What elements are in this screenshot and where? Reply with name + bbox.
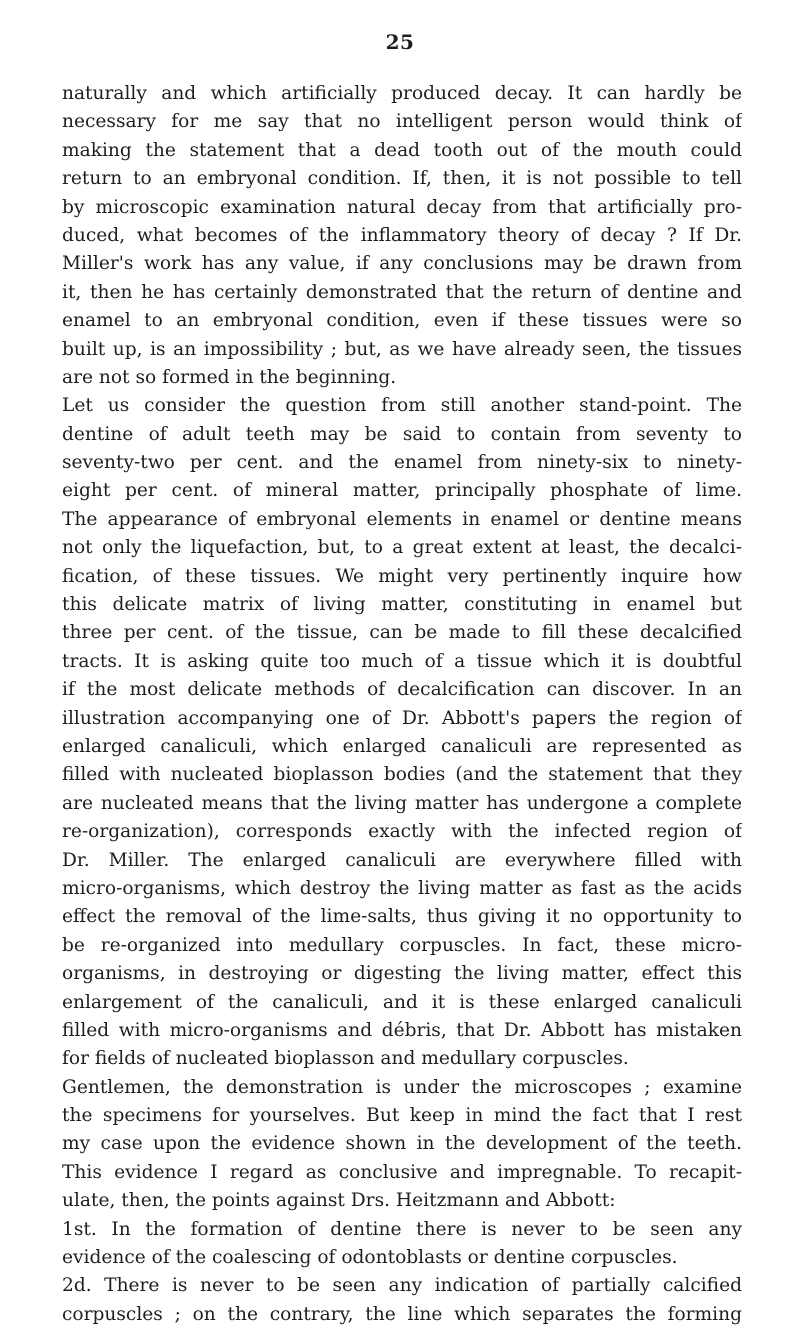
text-line: are not so formed in the beginning. <box>62 366 397 388</box>
text-line: Gentlemen, the demonstration is under the microscopes ; examine <box>62 1076 742 1098</box>
text-line: This evidence I regard as conclusive and impregnable. To recapit- <box>62 1161 742 1183</box>
text-line: enlargement of the canaliculi, and it is these enlarged canaliculi <box>62 991 742 1013</box>
text-line: Let us consider the question from still another stand-point. The <box>62 395 742 417</box>
text-line: eight per cent. of mineral matter, principally phosphate of lime. <box>62 480 742 502</box>
text-line: making the statement that a dead tooth out of the mouth could <box>62 139 742 161</box>
text-line: built up, is an impossibility ; but, as we have already seen, the tissues <box>62 338 742 360</box>
text-line: return to an embryonal condition. If, then, it is not possible to tell <box>62 168 742 190</box>
text-line: tracts. It is asking quite too much of a tissue which it is doubtful <box>62 650 742 672</box>
text-line: corpuscles ; on the contrary, the line which separates the forming <box>62 1303 742 1325</box>
text-line: not only the liquefaction, but, to a great extent at least, the decalci- <box>62 537 742 559</box>
text-line: filled with nucleated bioplasson bodies (and the statement that they <box>62 764 742 786</box>
text-line: if the most delicate methods of decalcification can discover. In an <box>62 679 742 701</box>
text-line: re-organization), corresponds exactly with the infected region of <box>62 821 742 843</box>
text-line: enlarged canaliculi, which enlarged canaliculi are represented as <box>62 735 742 757</box>
text-line: naturally and which artificially produced decay. It can hardly be <box>62 83 742 104</box>
text-line: 2d. There is never to be seen any indication of partially calcified <box>62 1275 742 1297</box>
text-line: 1st. In the formation of dentine there is never to be seen any <box>62 1218 742 1240</box>
text-line: are nucleated means that the living matter has undergone a complete <box>62 792 742 814</box>
text-line: fication, of these tissues. We might very pertinently inquire how <box>62 565 742 587</box>
text-line: illustration accompanying one of Dr. Abbott's papers the region of <box>62 707 742 729</box>
text-line: evidence of the coalescing of odontoblasts or dentine corpuscles. <box>62 1247 678 1269</box>
text-line: The appearance of embryonal elements in enamel or dentine means <box>62 508 742 530</box>
text-line: micro-organisms, which destroy the living matter as fast as the acids <box>62 877 742 899</box>
text-line: ulate, then, the points against Drs. Heitzmann and Abbott: <box>62 1190 616 1212</box>
text-line: for fields of nucleated bioplasson and medullary corpuscles. <box>62 1048 629 1070</box>
text-line: effect the removal of the lime-salts, thus giving it no opportunity to <box>62 906 742 928</box>
text-line: by microscopic examination natural decay from that artificially pro- <box>62 196 742 218</box>
text-line: seventy-two per cent. and the enamel from ninety-six to ninety- <box>62 452 742 474</box>
text-line: the specimens for yourselves. But keep in mind the fact that I rest <box>62 1105 742 1127</box>
text-line: filled with micro-organisms and débris, that Dr. Abbott has mistaken <box>62 1019 742 1041</box>
body-text <box>62 80 742 1329</box>
text-line: be re-organized into medullary corpuscles. In fact, these micro- <box>62 934 742 956</box>
text-line: it, then he has certainly demonstrated that the return of dentine and <box>62 281 742 303</box>
text-line: organisms, in destroying or digesting the living matter, effect this <box>62 963 742 985</box>
text-line: enamel to an embryonal condition, even if these tissues were so <box>62 310 742 332</box>
text-line: duced, what becomes of the inflammatory theory of decay ? If Dr. <box>62 224 742 246</box>
text-line: my case upon the evidence shown in the development of the teeth. <box>62 1133 742 1155</box>
text-line: Dr. Miller. The enlarged canaliculi are everywhere filled with <box>62 849 742 871</box>
text-line: dentine of adult teeth may be said to contain from seventy to <box>62 423 742 445</box>
text-line: Miller's work has any value, if any conclusions may be drawn from <box>62 253 742 275</box>
text-line: this delicate matrix of living matter, constituting in enamel but <box>62 594 742 616</box>
text-line: necessary for me say that no intelligent person would think of <box>62 111 742 133</box>
text-line: three per cent. of the tissue, can be made to fill these decalcified <box>62 622 742 644</box>
page-number: 25 <box>385 30 415 54</box>
